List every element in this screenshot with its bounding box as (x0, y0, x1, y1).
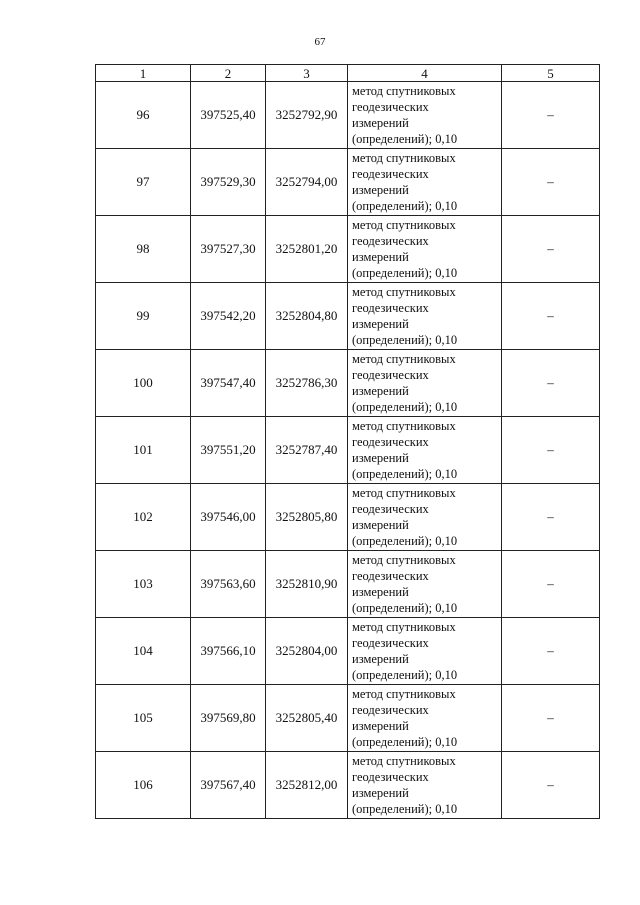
x-coordinate-cell: 397529,30 (191, 149, 266, 216)
method-line: (определений); 0,10 (352, 266, 458, 280)
note-cell: – (502, 149, 600, 216)
column-header-4: 4 (348, 65, 502, 82)
method-line: метод спутниковых (352, 620, 456, 634)
method-line: метод спутниковых (352, 754, 456, 768)
point-number-cell: 99 (96, 283, 191, 350)
x-coordinate-cell: 397563,60 (191, 551, 266, 618)
method-cell (348, 685, 502, 752)
table-row (96, 283, 600, 350)
table-row (96, 685, 600, 752)
table-row (96, 484, 600, 551)
method-line: метод спутниковых (352, 285, 456, 299)
point-number-cell: 98 (96, 216, 191, 283)
coordinates-table (95, 64, 600, 819)
x-coordinate-cell: 397567,40 (191, 752, 266, 819)
method-cell (348, 149, 502, 216)
method-line: (определений); 0,10 (352, 467, 458, 481)
x-coordinate-cell: 397547,40 (191, 350, 266, 417)
method-line: измерений (352, 250, 409, 264)
table-row (96, 551, 600, 618)
method-line: геодезических (352, 100, 429, 114)
note-cell: – (502, 283, 600, 350)
method-line: (определений); 0,10 (352, 132, 458, 146)
point-number-cell: 101 (96, 417, 191, 484)
x-coordinate-cell: 397566,10 (191, 618, 266, 685)
method-line: геодезических (352, 301, 429, 315)
method-line: геодезических (352, 703, 429, 717)
table-row (96, 752, 600, 819)
x-coordinate-cell: 397551,20 (191, 417, 266, 484)
method-cell (348, 618, 502, 685)
method-line: (определений); 0,10 (352, 601, 458, 615)
note-cell: – (502, 82, 600, 149)
y-coordinate-cell: 3252792,90 (266, 82, 348, 149)
table-row (96, 82, 600, 149)
method-line: геодезических (352, 435, 429, 449)
table-row (96, 350, 600, 417)
note-cell: – (502, 752, 600, 819)
method-line: (определений); 0,10 (352, 534, 458, 548)
y-coordinate-cell: 3252805,40 (266, 685, 348, 752)
x-coordinate-cell: 397546,00 (191, 484, 266, 551)
method-line: измерений (352, 451, 409, 465)
method-cell (348, 484, 502, 551)
x-coordinate-cell: 397527,30 (191, 216, 266, 283)
point-number-cell: 102 (96, 484, 191, 551)
method-cell (348, 82, 502, 149)
point-number-cell: 96 (96, 82, 191, 149)
method-line: метод спутниковых (352, 218, 456, 232)
method-line: геодезических (352, 502, 429, 516)
point-number-cell: 103 (96, 551, 191, 618)
header-row (96, 65, 600, 82)
y-coordinate-cell: 3252810,90 (266, 551, 348, 618)
method-line: метод спутниковых (352, 352, 456, 366)
note-cell: – (502, 484, 600, 551)
table-body (96, 82, 600, 819)
method-cell (348, 551, 502, 618)
y-coordinate-cell: 3252812,00 (266, 752, 348, 819)
y-coordinate-cell: 3252804,80 (266, 283, 348, 350)
table-row (96, 417, 600, 484)
method-line: метод спутниковых (352, 419, 456, 433)
method-cell (348, 350, 502, 417)
column-header-3: 3 (266, 65, 348, 82)
method-line: геодезических (352, 770, 429, 784)
method-line: измерений (352, 585, 409, 599)
x-coordinate-cell: 397569,80 (191, 685, 266, 752)
method-line: (определений); 0,10 (352, 400, 458, 414)
method-line: (определений); 0,10 (352, 199, 458, 213)
y-coordinate-cell: 3252794,00 (266, 149, 348, 216)
method-line: (определений); 0,10 (352, 802, 458, 816)
method-line: геодезических (352, 368, 429, 382)
method-line: измерений (352, 786, 409, 800)
x-coordinate-cell: 397542,20 (191, 283, 266, 350)
note-cell: – (502, 350, 600, 417)
method-line: геодезических (352, 234, 429, 248)
y-coordinate-cell: 3252804,00 (266, 618, 348, 685)
note-cell: – (502, 216, 600, 283)
method-line: геодезических (352, 569, 429, 583)
method-line: измерений (352, 719, 409, 733)
method-line: измерений (352, 384, 409, 398)
y-coordinate-cell: 3252805,80 (266, 484, 348, 551)
method-line: метод спутниковых (352, 486, 456, 500)
page-number: 67 (314, 36, 326, 48)
table-row (96, 618, 600, 685)
method-line: геодезических (352, 167, 429, 181)
table-header (96, 65, 600, 82)
method-cell (348, 283, 502, 350)
method-cell (348, 216, 502, 283)
note-cell: – (502, 551, 600, 618)
y-coordinate-cell: 3252786,30 (266, 350, 348, 417)
method-line: измерений (352, 116, 409, 130)
method-cell (348, 752, 502, 819)
method-line: измерений (352, 652, 409, 666)
table-row (96, 149, 600, 216)
method-line: (определений); 0,10 (352, 668, 458, 682)
column-header-2: 2 (191, 65, 266, 82)
note-cell: – (502, 417, 600, 484)
point-number-cell: 104 (96, 618, 191, 685)
point-number-cell: 106 (96, 752, 191, 819)
note-cell: – (502, 618, 600, 685)
point-number-cell: 100 (96, 350, 191, 417)
method-cell (348, 417, 502, 484)
point-number-cell: 105 (96, 685, 191, 752)
table-row (96, 216, 600, 283)
method-line: измерений (352, 183, 409, 197)
y-coordinate-cell: 3252787,40 (266, 417, 348, 484)
note-cell: – (502, 685, 600, 752)
method-line: (определений); 0,10 (352, 735, 458, 749)
method-line: измерений (352, 317, 409, 331)
column-header-1: 1 (96, 65, 191, 82)
method-line: метод спутниковых (352, 151, 456, 165)
column-header-5: 5 (502, 65, 600, 82)
point-number-cell: 97 (96, 149, 191, 216)
method-line: (определений); 0,10 (352, 333, 458, 347)
x-coordinate-cell: 397525,40 (191, 82, 266, 149)
method-line: измерений (352, 518, 409, 532)
method-line: геодезических (352, 636, 429, 650)
method-line: метод спутниковых (352, 687, 456, 701)
y-coordinate-cell: 3252801,20 (266, 216, 348, 283)
method-line: метод спутниковых (352, 553, 456, 567)
method-line: метод спутниковых (352, 84, 456, 98)
